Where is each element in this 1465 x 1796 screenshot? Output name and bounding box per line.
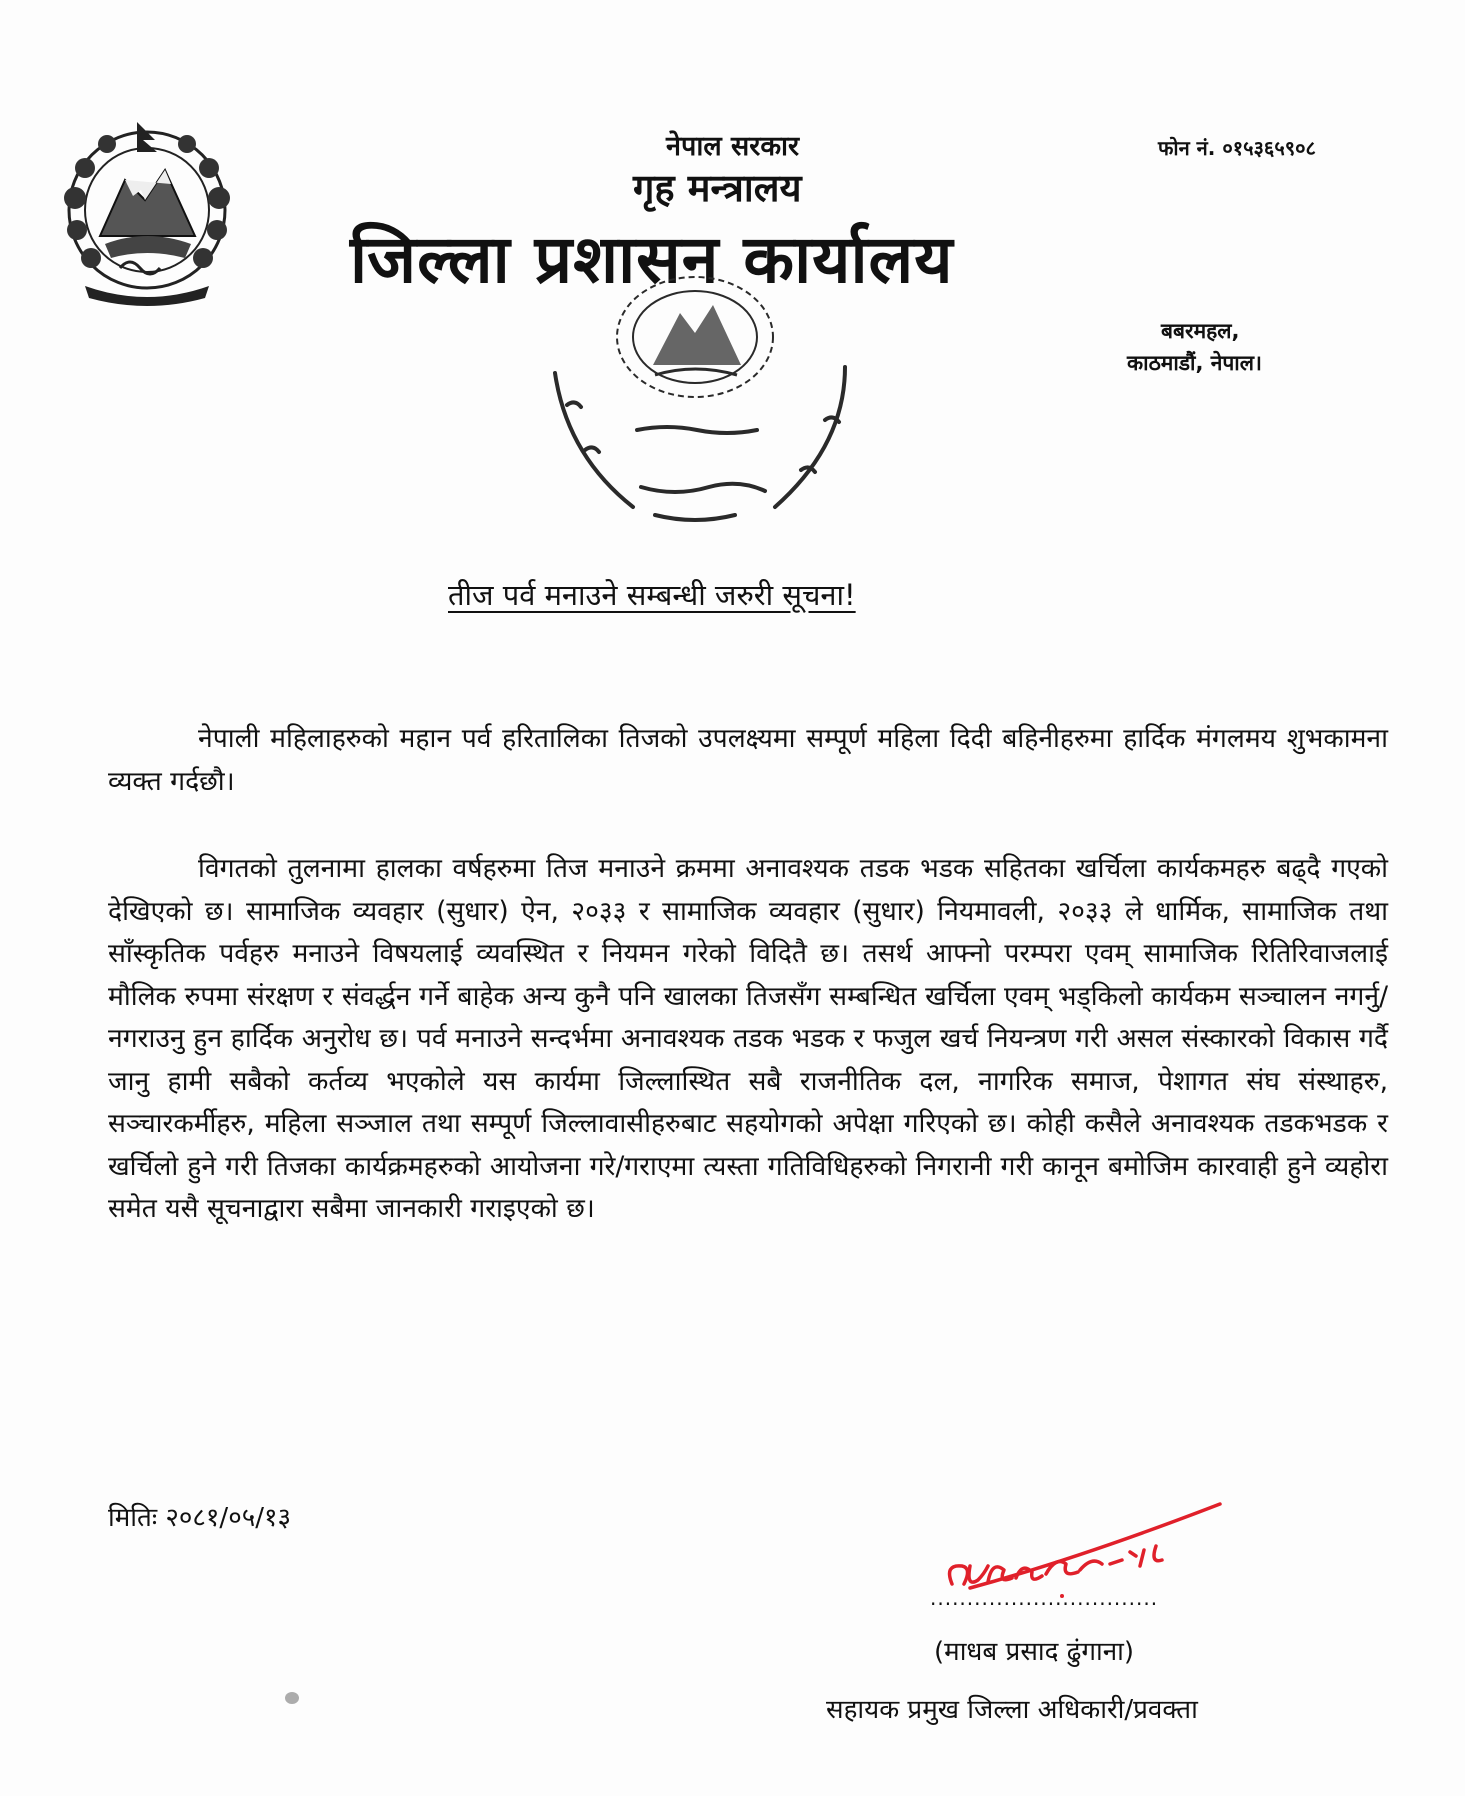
signer-name: (माधब प्रसाद ढुंगाना)	[934, 1637, 1135, 1667]
government-name: नेपाल सरकार	[666, 131, 800, 162]
address-line-1: बबरमहल,	[1161, 319, 1240, 343]
address-line-2: काठमाडौं, नेपाल।	[1127, 351, 1262, 375]
office-name: जिल्ला प्रशासन कार्यालय	[350, 221, 954, 298]
signer-designation: सहायक प्रमुख जिल्ला अधिकारी/प्रवक्ता	[826, 1695, 1198, 1725]
paragraph-1-text: नेपाली महिलाहरुको महान पर्व हरितालिका तिजको उपलक्ष्यमा सम्पूर्ण महिला दिदी बहिनीहरुमा हार्दिक मंगलमय शुभकामना व्यक्त गर्दछौ।	[108, 723, 1388, 797]
paragraph-2-text: विगतको तुलनामा हालका वर्षहरुमा तिज मनाउने क्रममा अनावश्यक तडक भडक सहितका खर्चिला कार्यकमहरु बढ्दै गएको देखिएको छ। सामाजिक व्यवहार (सुधार) ऐन, २०३३ र सामाजिक व्यवहार (सुधार) नियमावली, २०३३ ले धार्मिक, सामाजिक तथा साँस्कृतिक पर्वहरु मनाउने विषयलाई व्यवस्थित र नियमन गरेको विदितै छ। तसर्थ आफ्नो परम्परा एवम् सामाजिक रितिरिवाजलाई मौलिक रुपमा संरक्षण र संवर्द्धन गर्ने बाहेक अन्य कुनै पनि खालका तिजसँग सम्बन्धित खर्चिला एवम् भड्किलो कार्यकम सञ्चालन नगर्नु/नगराउनु हुन हार्दिक अनुरोध छ। पर्व मनाउने सन्दर्भमा अनावश्यक तडक भडक र फजुल खर्च नियन्त्रण गरी असल संस्कारको विकास गर्दै जानु हामी सबैको कर्तव्य भएकोले यस कार्यमा जिल्लास्थित सबै राजनीतिक दल, नागरिक समाज, पेशागत संघ संस्थाहरु, सञ्चारकर्मीहरु, महिला सञ्जाल तथा सम्पूर्ण जिल्लावासीहरुबाट सहयोगको अपेक्षा गरिएको छ। कोही कसैले अनावश्यक तडकभडक र खर्चिलो हुने गरी तिजका कार्यक्रमहरुको आयोजना गरे/गराएमा त्यस्ता गतिविधिहरुको निगरानी गरी कानून बमोजिम कारवाही हुने व्यहोरा समेत यसै सूचनाद्वारा सबैमा जानकारी गराइएको छ।	[108, 853, 1388, 1224]
phone-number: फोन नं. ०१५३६५९०८	[1158, 136, 1316, 160]
notice-paragraph-1	[108, 718, 1388, 803]
notice-paragraph-2	[108, 848, 1388, 1231]
office-seal-icon	[545, 275, 875, 545]
ministry-name: गृह मन्त्रालय	[633, 166, 802, 210]
notice-title: तीज पर्व मनाउने सम्बन्धी जरुरी सूचना!	[448, 578, 856, 612]
scan-speck	[285, 1692, 299, 1704]
notice-date: मितिः २०८१/०५/१३	[108, 1503, 292, 1533]
nepal-emblem-icon	[45, 118, 250, 308]
signature-line: ...............................	[930, 1586, 1159, 1610]
